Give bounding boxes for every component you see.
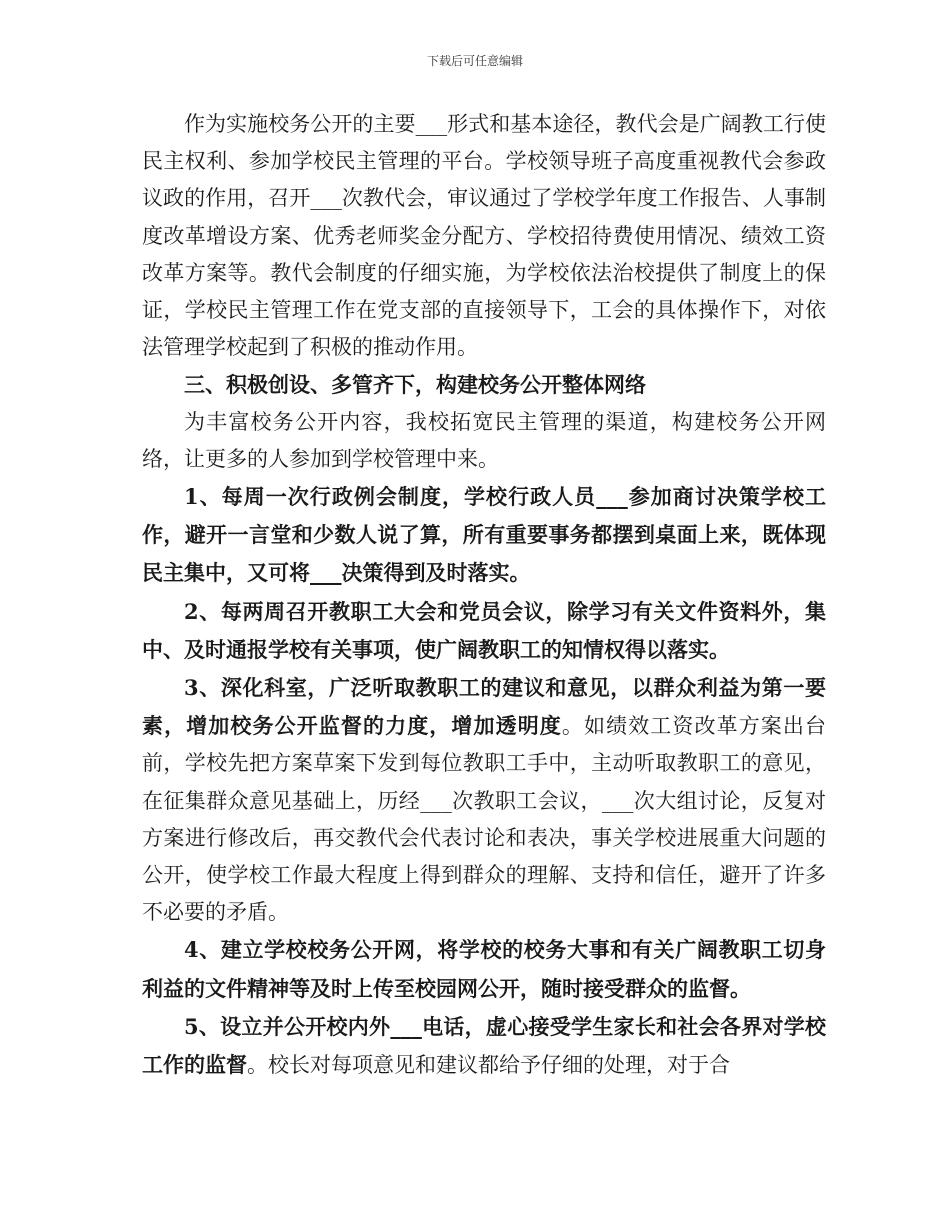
list-item: [142, 931, 826, 1007]
document-body: [142, 106, 826, 1084]
list-item-text: 4、建立学校校务公开网，将学校的校务大事和有关广阔教职工切身利益的文件精神等及时上传至校园网公开，随时接受群众的监督。: [142, 937, 826, 1001]
list-item-text: 1、每周一次行政例会制度，学校行政人员___参加商讨决策学校工作，避开一言堂和少数人说了算，所有重要事务都摆到桌面上来，既体现民主集中，又可将___决策得到及时落实。: [142, 484, 826, 586]
paragraph-text: 作为实施校务公开的主要___形式和基本途径，教代会是广阔教工行使民主权利、参加学校民主管理的平台。学校领导班子高度重视教代会参政议政的作用，召开___次教代会，审议通过了学校学年度工作报告、人事制度改革增设方案、优秀老师奖金分配方、学校招待费使用情况、绩效工资改革方案等。教代会制度的仔细实施，为学校依法治校提供了制度上的保证，学校民主管理工作在党支部的直接领导下，工会的具体操作下，对依法管理学校起到了积极的推动作用。: [142, 112, 826, 360]
list-item: [142, 593, 826, 669]
list-item-lead: 3、深化科室，广泛听取教职工的建议和意见，以群众利益为第一要素，增加校务公开监督的力度，增加透明度: [142, 675, 826, 739]
list-item-text: 。校长对每项意见和建议都给予仔细的处理，对于合: [247, 1053, 730, 1078]
list-item: [142, 478, 826, 593]
list-item: [142, 669, 826, 931]
section-heading-text: 三、积极创设、多管齐下，构建校务公开整体网络: [184, 372, 646, 398]
list-item-lead: 5、设立并公开校内外___电话，虚心接受学生家长和社会各界对学校工作的监督: [142, 1013, 826, 1078]
list-item-text: 。如绩效工资改革方案出台前，学校先把方案草案下发到每位教职工手中，主动听取教职工的意见，在征集群众意见基础上，历经___次教职工会议，___次大组讨论，反复对方案进行修改后，再交教代会代表讨论和表决，事关学校进展重大问题的公开，使学校工作最大程度上得到群众的理解、支持和信任，避开了许多不必要的矛盾。: [142, 714, 827, 925]
page-header: 下载后可任意编辑: [426, 54, 523, 68]
paragraph: [142, 106, 826, 366]
paragraph: [142, 404, 826, 478]
paragraph-text: 为丰富校务公开内容，我校拓宽民主管理的渠道，构建校务公开网络，让更多的人参加到学校管理中来。: [142, 409, 826, 471]
list-item-text: 2、每两周召开教职工大会和党员会议，除学习有关文件资料外，集中、及时通报学校有关事项，使广阔教职工的知情权得以落实。: [142, 598, 826, 662]
section-heading: [142, 366, 826, 403]
list-item: [142, 1008, 826, 1084]
